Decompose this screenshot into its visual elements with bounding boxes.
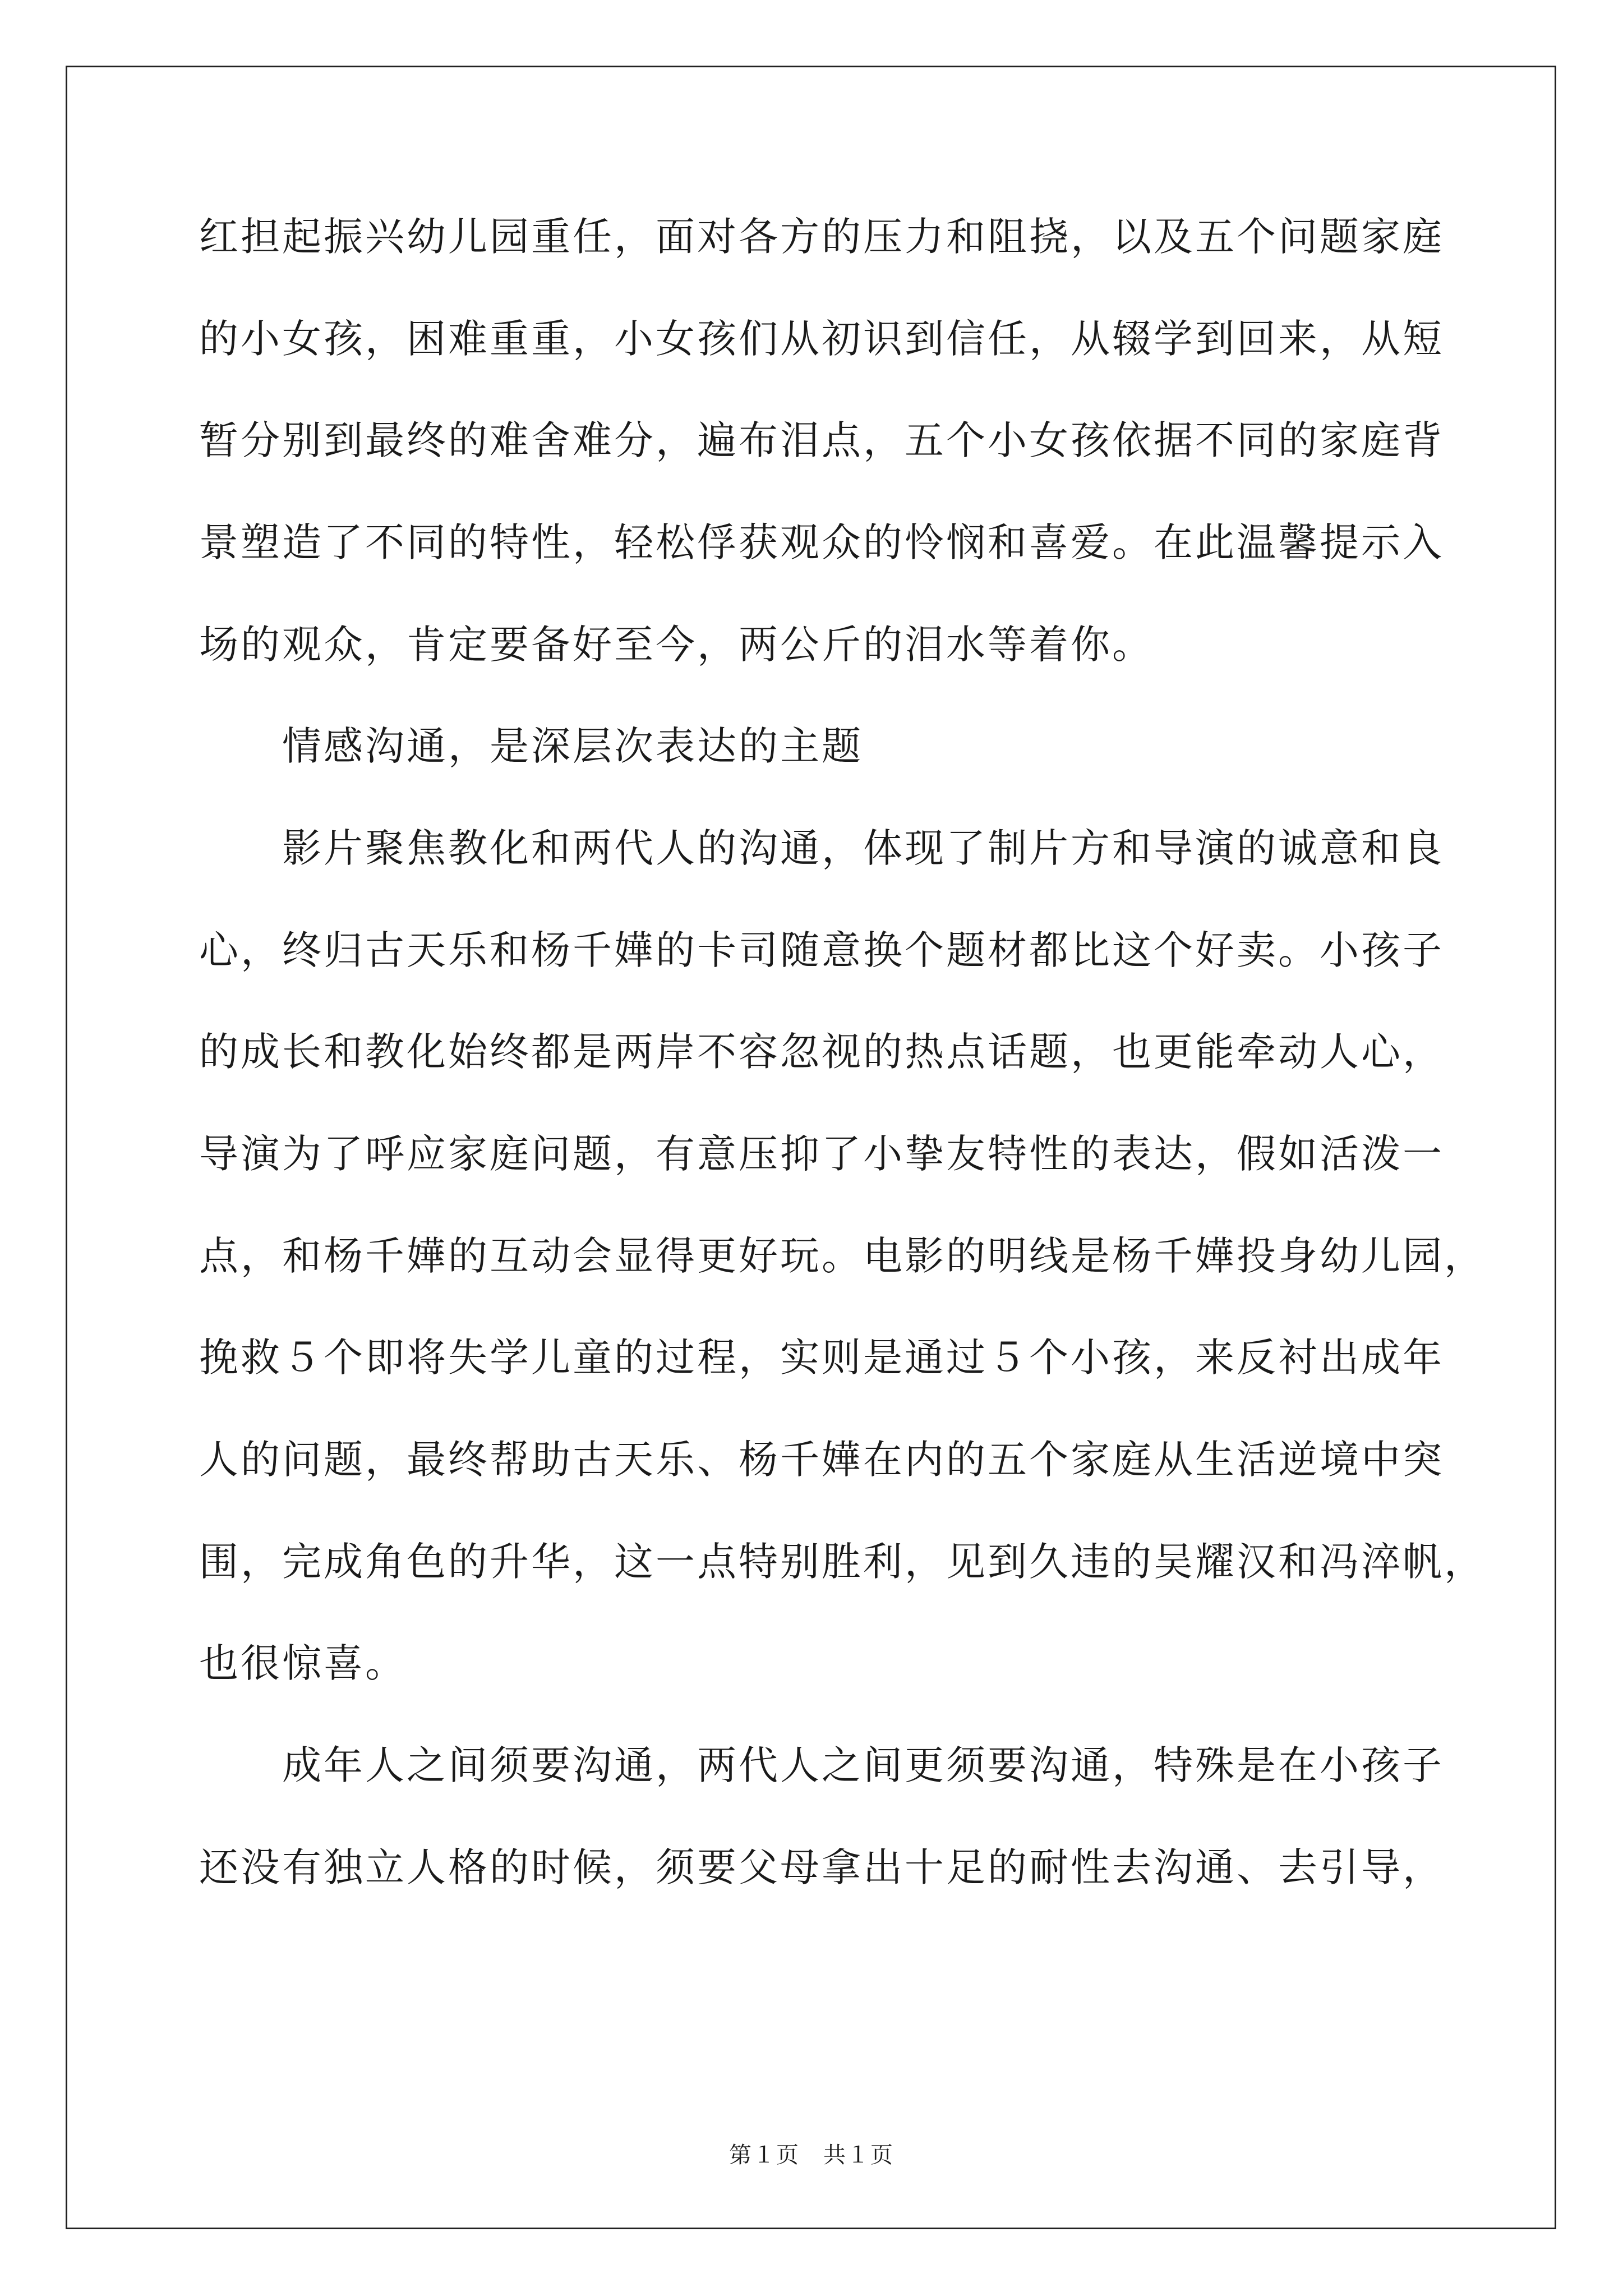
text-line: 的成长和教化始终都是两岸不容忽视的热点话题，也更能牵动人心，	[199, 1029, 1444, 1075]
text-line: 红担起振兴幼儿园重任，面对各方的压力和阻挠，以及五个问题家庭	[199, 214, 1444, 260]
page-footer: 第１页 共１页	[729, 2142, 894, 2168]
text-line: 也很惊喜。	[199, 1640, 407, 1686]
text-line: 暂分别到最终的难舍难分，遍布泪点，五个小女孩依据不同的家庭背	[199, 417, 1444, 463]
text-line: 挽救５个即将失学儿童的过程，实则是通过５个小孩，来反衬出成年	[199, 1335, 1444, 1381]
text-line: 心，终归古天乐和杨千嬅的卡司随意换个题材都比这个好卖。小孩子	[199, 927, 1444, 973]
text-line: 点，和杨千嬅的互动会显得更好玩。电影的明线是杨千嬅投身幼儿园，	[199, 1233, 1486, 1279]
text-line: 场的观众，肯定要备好至今，两公斤的泪水等着你。	[199, 622, 1154, 668]
text-line: 围，完成角色的升华，这一点特别胜利，见到久违的吴耀汉和冯淬帆，	[199, 1539, 1486, 1585]
paragraph-first-line: 影片聚焦教化和两代人的沟通，体现了制片方和导演的诚意和良	[282, 825, 1444, 871]
text-line: 导演为了呼应家庭问题，有意压抑了小挚友特性的表达，假如活泼一	[199, 1131, 1444, 1177]
text-line: 还没有独立人格的时候，须要父母拿出十足的耐性去沟通、去引导，	[199, 1844, 1444, 1890]
paragraph-first-line: 成年人之间须要沟通，两代人之间更须要沟通，特殊是在小孩子	[282, 1742, 1444, 1788]
text-line: 景塑造了不同的特性，轻松俘获观众的怜悯和喜爱。在此温馨提示入	[199, 519, 1444, 565]
text-line: 的小女孩，困难重重，小女孩们从初识到信任，从辍学到回来，从短	[199, 316, 1444, 362]
text-line: 人的问题，最终帮助古天乐、杨千嬅在内的五个家庭从生活逆境中突	[199, 1437, 1444, 1483]
section-heading: 情感沟通，是深层次表达的主题	[282, 723, 863, 769]
